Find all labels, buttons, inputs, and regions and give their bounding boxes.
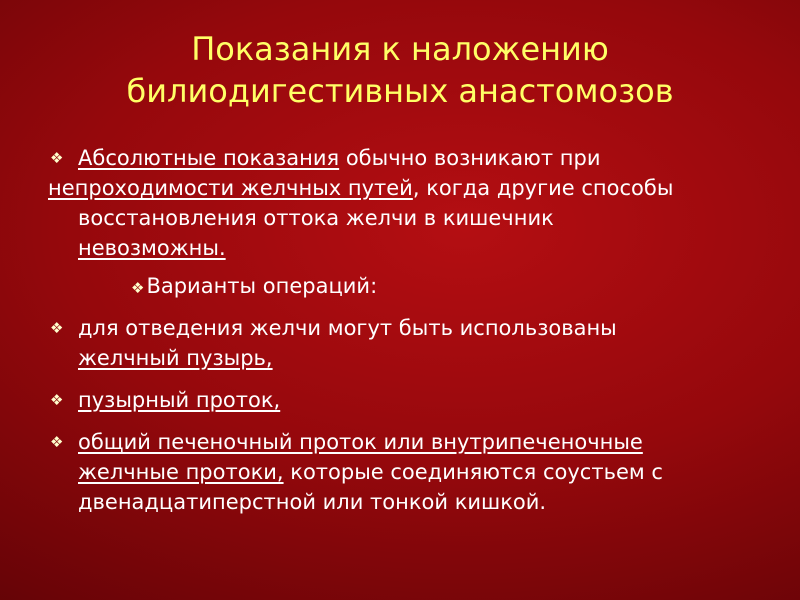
bile-duct-obstruction-text: непроходимости желчных путей [48, 176, 413, 200]
absolute-indications-link: Абсолютные показания [78, 146, 340, 170]
variants-heading [48, 271, 768, 303]
title-line-1: Показания к наложению [191, 30, 609, 68]
gallbladder-text: желчный пузырь, [78, 346, 273, 370]
list-item-4-line-1 [48, 427, 768, 457]
variants-label: Варианты операций: [146, 274, 378, 298]
item-1-text-1: обычно возникают при [339, 146, 601, 170]
list-item-1-line-4 [48, 233, 768, 263]
list-item-2-line-2 [48, 343, 768, 373]
impossible-text: невозможны. [78, 236, 226, 260]
slide-title [0, 28, 800, 112]
list-item-3 [48, 385, 768, 415]
item-1-text-3: восстановления оттока желчи в кишечник [78, 206, 554, 230]
common-hepatic-duct-text: общий печеночный проток или внутрипеченочные [78, 430, 643, 454]
diamond-dots-icon: ❖ [50, 433, 64, 451]
diamond-dots-icon: ❖ [50, 149, 64, 167]
list-item-4-line-3 [48, 487, 768, 517]
cystic-duct-text: пузырный проток, [78, 388, 281, 412]
item-4-text-1: которые соединяются соустьем с [283, 460, 663, 484]
list-item-4-line-2 [48, 457, 768, 487]
diamond-dots-icon: ❖ [50, 319, 64, 337]
item-2-text-1: для отведения желчи могут быть использованы [78, 316, 617, 340]
item-4-text-2: двенадцатиперстной или тонкой кишкой. [78, 490, 547, 514]
list-item-1-line-1 [48, 143, 768, 173]
item-1-text-2: , когда другие способы [412, 176, 674, 200]
bile-ducts-text: желчные протоки, [78, 460, 284, 484]
diamond-dots-icon: ❖ [50, 391, 64, 409]
diamond-dots-icon: ❖ [131, 279, 145, 297]
list-item-2-line-1 [48, 313, 768, 343]
bullet-list [48, 143, 768, 517]
title-line-2: билиодигестивных анастомозов [126, 72, 674, 110]
list-item-1-line-2 [48, 173, 768, 203]
list-item-1-line-3 [48, 203, 768, 233]
